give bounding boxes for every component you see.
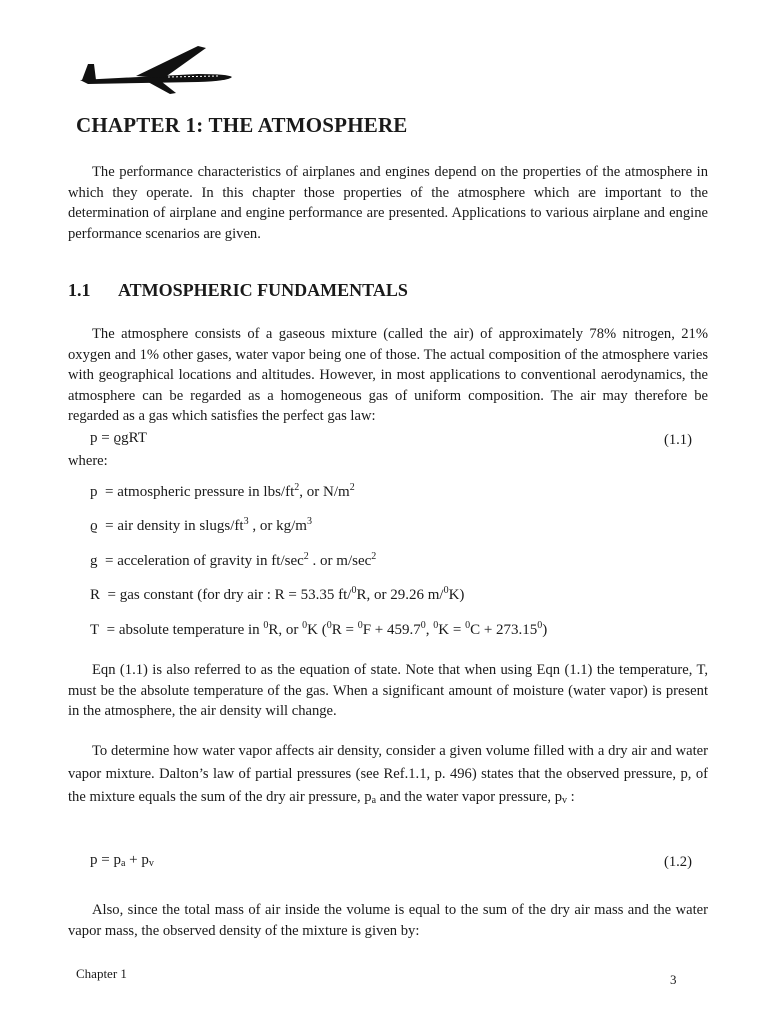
footer-chapter: Chapter 1 [76,966,127,981]
equation-of-state-paragraph [68,660,708,722]
equation-1-2-number: (1.2) [664,854,692,870]
dalton-paragraph: To determine how water vapor affects air density, consider a given volume filled with a dry air and water vapor mixture. Dalton’s law of partial pressures (see Ref.1.1, p. 496) states that the observed pressure, p, of the mixture equals the sum of the dry air pressure, $p_a$ and the water vapor pressure, $p_v$ : [68,743,708,806]
density-text: Also, since the total mass of air inside the volume is equal to the sum of the dry air mass and the water vapor mass, the observed density of the mixture is given by: [68,902,708,939]
equation-1-1-number: (1.1) [664,432,692,448]
chapter-title: CHAPTER 1: THE ATMOSPHERE [76,113,408,137]
section-paragraph [68,324,708,427]
equation-1-1: p = ϱgRT [90,430,147,446]
where-label: where: [68,453,108,469]
airplane-logo-icon [78,44,234,96]
definition-R: R = gas constant (for dry air : R = 53.35 ft/$^0$R, or 29.26 m/$^0$K) [90,585,465,603]
section-title: ATMOSPHERIC FUNDAMENTALS [118,280,408,300]
section-number: 1.1 [68,280,91,300]
section-paragraph-text: The atmosphere consists of a gaseous mixture (called the air) of approximately 78% nitrogen, 21% oxygen and 1% other gases, water vapor being one of those. The actual composition of the atmosphere varies with geographical locations and altitudes. However, in most applications to conventional aerodynamics, the atmosphere can be regarded as a homogeneous gas of uniform composition. The air may therefore be regarded as a gas which satisfies the perfect gas law: [68,326,708,424]
definition-g: g = acceleration of gravity in $ft/\sec^2$ . or $m/\sec^2$ [90,551,377,569]
intro-text: The performance characteristics of airplanes and engines depend on the properties of the atmosphere in which they operate. In this chapter those properties of the atmosphere which are important to the determination of airplane and engine performance are presented. Applications to various airplane and engine performance scenarios are given. [68,164,708,242]
equation-1-2: $p = p_a + p_v$ [90,852,154,869]
definition-p: p = atmospheric pressure in lbs/$ft^2$, or $N/m^2$ [90,482,355,500]
intro-paragraph [68,162,708,244]
equation-of-state-text: Eqn (1.1) is also referred to as the equation of state. Note that when using Eqn (1.1) the temperature, T, must be the absolute temperature of the gas. When a significant amount of moisture (water vapor) is present in the atmosphere, the air density will change. [68,662,708,719]
density-paragraph [68,900,708,941]
definition-T: T = absolute temperature in $^0$R, or $^0$K ($^0R = ^0F + 459.7^0$, $^0K = ^0C + 273.15^0$) [90,620,548,638]
page-number: 3 [670,972,677,987]
definition-rho: ϱ = air density in slugs/$ft^3$ , or $kg/m^3$ [90,516,312,534]
